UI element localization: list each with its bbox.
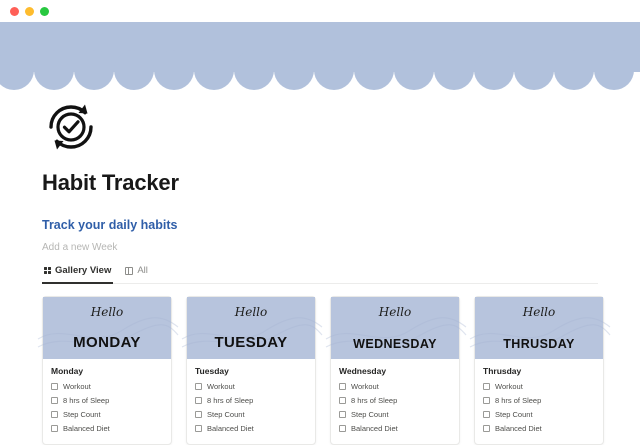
- close-window-button[interactable]: [10, 7, 19, 16]
- cover-hello-text: Hello: [378, 305, 412, 319]
- habit-label: Workout: [207, 382, 235, 391]
- habit-checkbox[interactable]: [195, 383, 202, 390]
- habit-row[interactable]: [483, 382, 595, 391]
- habit-checkbox[interactable]: [483, 397, 490, 404]
- refresh-check-icon[interactable]: [42, 98, 100, 156]
- habit-row[interactable]: [483, 396, 595, 405]
- tab-gallery-view[interactable]: [42, 263, 113, 278]
- habit-checkbox[interactable]: [51, 397, 58, 404]
- card-title: Thrusday: [483, 366, 522, 376]
- card-item[interactable]: [474, 296, 604, 445]
- habit-checkbox[interactable]: [339, 383, 346, 390]
- habit-checkbox[interactable]: [339, 425, 346, 432]
- habit-label: Workout: [495, 382, 523, 391]
- habit-row[interactable]: [483, 410, 595, 419]
- card-item[interactable]: [186, 296, 316, 445]
- habit-row[interactable]: [51, 424, 163, 433]
- habit-row[interactable]: [51, 382, 163, 391]
- page-content: [0, 90, 640, 445]
- card-title: Monday: [51, 366, 84, 376]
- card-title: Tuesday: [195, 366, 229, 376]
- habit-row[interactable]: [195, 410, 307, 419]
- maximize-window-button[interactable]: [40, 7, 49, 16]
- habit-label: Balanced Diet: [63, 424, 110, 433]
- habit-row[interactable]: [51, 396, 163, 405]
- cover-day-label: TUESDAY: [214, 334, 288, 351]
- card-cover: [475, 297, 603, 359]
- minimize-window-button[interactable]: [25, 7, 34, 16]
- banner-wave-graphic: [0, 22, 640, 90]
- card-title: Wednesday: [339, 366, 387, 376]
- cover-day-label: THRUSDAY: [503, 337, 575, 351]
- habit-checkbox[interactable]: [51, 383, 58, 390]
- add-new-week-placeholder[interactable]: Add a new Week: [42, 242, 118, 253]
- card-item[interactable]: [42, 296, 172, 445]
- page-subtitle: Track your daily habits: [42, 218, 178, 232]
- habit-row[interactable]: [339, 396, 451, 405]
- habit-label: Balanced Diet: [495, 424, 542, 433]
- gallery-card-list: [42, 296, 598, 445]
- habit-row[interactable]: [483, 424, 595, 433]
- card-cover: [43, 297, 171, 359]
- habit-label: Workout: [351, 382, 379, 391]
- habit-label: Step Count: [495, 410, 533, 419]
- habit-checkbox[interactable]: [339, 397, 346, 404]
- habit-row[interactable]: [195, 382, 307, 391]
- habit-checkbox[interactable]: [483, 383, 490, 390]
- tab-gallery-view-label: Gallery View: [55, 265, 112, 276]
- habit-label: 8 hrs of Sleep: [495, 396, 542, 405]
- habit-checkbox[interactable]: [195, 425, 202, 432]
- habit-checkbox[interactable]: [195, 411, 202, 418]
- habit-row[interactable]: [339, 424, 451, 433]
- cover-hello-text: Hello: [234, 305, 268, 319]
- habit-row[interactable]: [339, 382, 451, 391]
- card-cover: [187, 297, 315, 359]
- habit-label: Workout: [63, 382, 91, 391]
- tab-all[interactable]: [123, 263, 150, 278]
- habit-checkbox[interactable]: [51, 411, 58, 418]
- habit-label: 8 hrs of Sleep: [351, 396, 398, 405]
- card-item[interactable]: [330, 296, 460, 445]
- habit-checkbox[interactable]: [483, 411, 490, 418]
- card-body: [331, 359, 459, 444]
- view-tabs: [42, 263, 598, 284]
- card-cover: [331, 297, 459, 359]
- habit-row[interactable]: [51, 410, 163, 419]
- habit-label: 8 hrs of Sleep: [63, 396, 110, 405]
- habit-label: Balanced Diet: [207, 424, 254, 433]
- habit-checkbox[interactable]: [339, 411, 346, 418]
- card-body: [187, 359, 315, 444]
- list-icon: [125, 267, 133, 275]
- habit-label: Step Count: [207, 410, 245, 419]
- habit-checkbox[interactable]: [195, 397, 202, 404]
- cover-day-label: MONDAY: [73, 334, 141, 351]
- page-title: Habit Tracker: [42, 170, 179, 195]
- habit-row[interactable]: [195, 396, 307, 405]
- grid-icon: [44, 267, 51, 274]
- habit-checkbox[interactable]: [483, 425, 490, 432]
- habit-checkbox[interactable]: [51, 425, 58, 432]
- cover-hello-text: Hello: [522, 305, 556, 319]
- habit-row[interactable]: [339, 410, 451, 419]
- habit-label: Step Count: [351, 410, 389, 419]
- habit-label: 8 hrs of Sleep: [207, 396, 254, 405]
- habit-label: Balanced Diet: [351, 424, 398, 433]
- page-banner: [0, 22, 640, 90]
- cover-hello-text: Hello: [90, 305, 124, 319]
- card-body: [43, 359, 171, 444]
- card-body: [475, 359, 603, 444]
- cover-day-label: WEDNESDAY: [353, 337, 437, 351]
- tab-all-label: All: [137, 265, 148, 276]
- habit-label: Step Count: [63, 410, 101, 419]
- habit-row[interactable]: [195, 424, 307, 433]
- window-titlebar: [0, 0, 640, 22]
